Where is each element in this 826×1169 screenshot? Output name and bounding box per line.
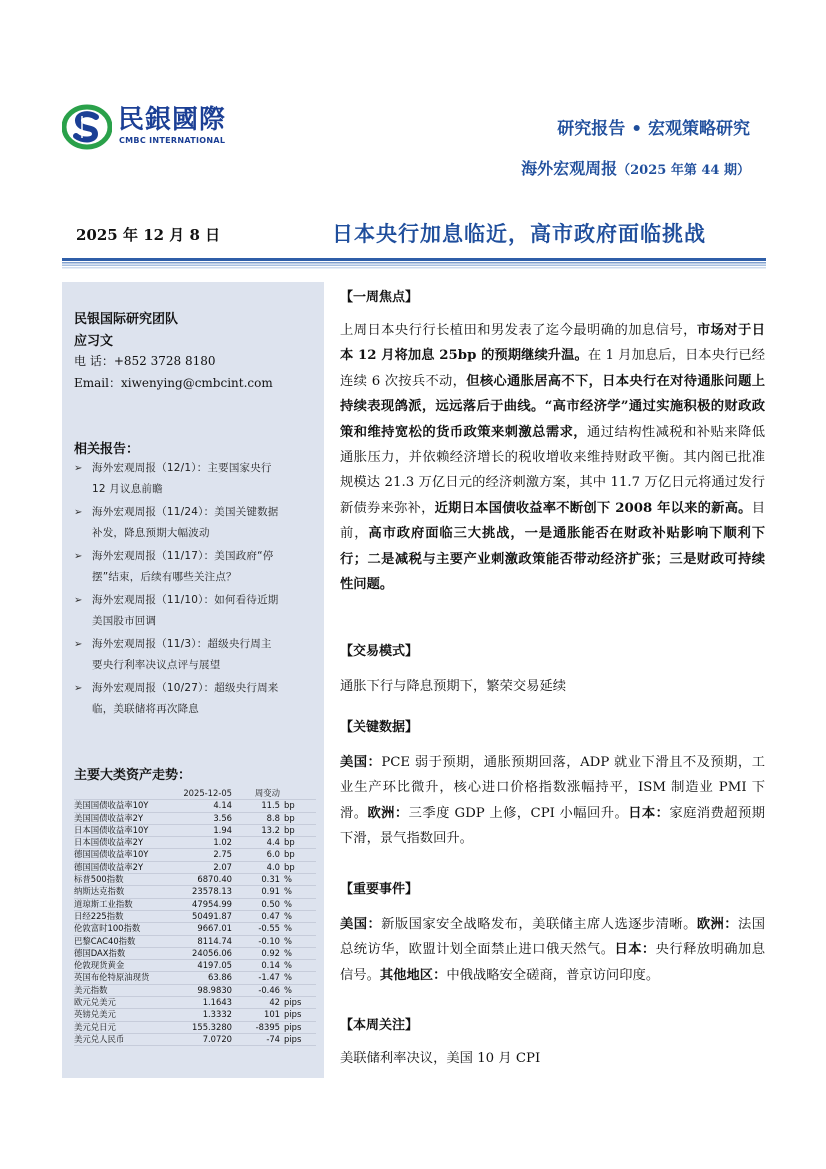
table-row [74,837,316,849]
table-row [74,874,316,886]
asset-header-name [74,788,182,800]
region-label: 美国： [340,755,382,770]
analyst-email[interactable]: Email：xiwenying@cmbcint.com [74,376,273,390]
asset-value: 1.3332 [182,1009,232,1021]
asset-change: 8.8 [232,812,280,824]
table-row [74,1021,316,1033]
asset-name: 日本国债收益率2Y [74,837,182,849]
asset-name: 美国国债收益率2Y [74,812,182,824]
asset-change: 4.0 [232,861,280,873]
asset-unit: % [280,910,316,922]
asset-change: 11.5 [232,800,280,812]
watch-paragraph: 美联储利率决议，美国 10 月 CPI [340,1051,541,1066]
related-report-line2: 临，美联储将再次降息 [92,703,199,715]
focus-text: 通过结构性减税和补贴来降低通胀压力，并依赖经济增长的税收增收来维持财政平衡。其内阁已批准规模达 21.3 万亿日元的经济刺激方案，其中 11.7 万亿日元将通过发行新债券来弥补， [340,424,766,516]
region-label: 美国： [340,917,382,932]
related-report-item[interactable] [74,678,314,720]
asset-unit: % [280,874,316,886]
logo-english-name: CMBC INTERNATIONAL [119,136,226,145]
series-name: 海外宏观周报 [521,159,618,178]
asset-header-date: 2025-12-05 [183,788,232,798]
asset-change: -0.55 [232,923,280,935]
focus-emphasis: “高市经济学”通过实施积极的财政政策和维持宽松的货币政策来刺激总需求， [340,399,766,440]
asset-table-header [74,788,316,800]
report-series [521,156,750,179]
asset-name: 巴黎CAC40指数 [74,935,182,947]
asset-unit: % [280,923,316,935]
analyst-phone: 电 话：+852 3728 8180 [74,354,216,368]
asset-change: 0.14 [232,960,280,972]
logo-mark-icon [62,104,112,150]
table-row [74,923,316,935]
table-row [74,984,316,996]
asset-change: -1.47 [232,972,280,984]
asset-name: 日经225指数 [74,910,182,922]
asset-name: 德国国债收益率10Y [74,849,182,861]
trade-paragraph: 通胀下行与降息预期下，繁荣交易延续 [340,679,567,694]
asset-value: 2.75 [182,849,232,861]
region-label: 其他地区： [379,967,447,983]
table-row [74,1009,316,1021]
data-heading: 【关键数据】 [340,720,419,735]
asset-change: -8395 [232,1021,280,1033]
related-report-item[interactable] [74,590,314,632]
asset-name: 欧元兑美元 [74,997,182,1009]
asset-unit: bp [280,861,316,873]
table-row [74,997,316,1009]
asset-unit: bp [280,837,316,849]
data-text: 三季度 GDP 上修，CPI 小幅回升。 [408,805,629,821]
asset-change: 0.50 [232,898,280,910]
related-report-line1: 海外宏观周报（11/17）：美国政府“停 [92,550,274,562]
asset-name: 伦敦富时100指数 [74,923,182,935]
asset-change: -74 [232,1033,280,1045]
table-row [74,947,316,959]
asset-name: 英镑兑美元 [74,1009,182,1021]
table-row [74,861,316,873]
table-row [74,824,316,836]
related-reports-heading: 相关报告： [74,442,140,457]
focus-emphasis: 但核心通胀居高不下，日本央行在对待通胀问题上持续表现鸽派，远远落后于曲线。 [340,373,765,415]
asset-header-change: 周变动 [254,788,280,798]
arrow-bullet-icon: ➢ [74,595,83,606]
asset-name: 伦敦现货黄金 [74,960,182,972]
asset-change: 42 [232,997,280,1009]
assets-heading: 主要大类资产走势： [74,768,192,783]
related-report-line2: 美国股市回调 [92,615,157,627]
asset-value: 1.02 [182,837,232,849]
asset-value: 6870.40 [182,874,232,886]
data-text: 家庭消费超预期下滑，景气指数回升。 [340,805,766,847]
region-label: 欧洲： [367,805,409,821]
arrow-bullet-icon: ➢ [74,463,83,474]
asset-unit: % [280,960,316,972]
asset-value: 3.56 [182,812,232,824]
related-report-line1: 海外宏观周报（11/24）：美国关键数据 [92,506,279,518]
region-label: 欧洲： [696,917,738,932]
arrow-bullet-icon: ➢ [74,683,83,694]
related-report-item[interactable] [74,458,314,500]
table-row [74,972,316,984]
report-date: 2025 年 12 月 8 日 [76,226,221,244]
watch-heading: 【本周关注】 [340,1018,419,1033]
asset-value: 7.0720 [182,1033,232,1045]
asset-unit: bp [280,812,316,824]
focus-emphasis: 市场对于日本 12 月将加息 25bp 的预期继续升温。 [340,323,766,364]
data-text: PCE 弱于预期，通胀预期回落，ADP 就业下滑且不及预期，工业生产环比微升，核心进口价格指数涨幅持平，ISM 制造业 PMI 下滑。 [340,755,765,821]
asset-change: 101 [232,1009,280,1021]
asset-name: 美元兑日元 [74,1021,182,1033]
asset-change: 6.0 [232,849,280,861]
asset-unit: % [280,935,316,947]
asset-unit: pips [280,1021,316,1033]
asset-change: 0.31 [232,874,280,886]
events-paragraph [340,912,765,988]
asset-name: 道琼斯工业指数 [74,898,182,910]
asset-unit: % [280,972,316,984]
asset-change: -0.46 [232,984,280,996]
asset-unit: pips [280,1009,316,1021]
asset-name: 美元兑人民币 [74,1033,182,1045]
arrow-bullet-icon: ➢ [74,639,83,650]
asset-unit: % [280,898,316,910]
asset-table-body [74,800,316,1046]
table-row [74,800,316,812]
focus-text: 目前， [340,500,765,542]
asset-value: 1.94 [182,824,232,836]
trade-heading: 【交易模式】 [340,644,419,659]
arrow-bullet-icon: ➢ [74,507,83,518]
asset-change: 0.92 [232,947,280,959]
asset-unit: % [280,947,316,959]
asset-unit: % [280,886,316,898]
header-divider [62,258,766,270]
asset-unit: bp [280,800,316,812]
related-report-item[interactable] [74,546,314,588]
asset-name: 德国国债收益率2Y [74,861,182,873]
data-paragraph [340,750,765,852]
asset-unit: bp [280,824,316,836]
asset-value: 155.3280 [182,1021,232,1033]
asset-value: 4.14 [182,800,232,812]
asset-value: 98.9830 [182,984,232,996]
asset-name: 德国DAX指数 [74,947,182,959]
asset-value: 2.07 [182,861,232,873]
related-report-line1: 海外宏观周报（11/3）：超级央行周主 [92,638,272,650]
focus-emphasis: 近期日本国债收益率不断创下 2008 年以来的新高。 [434,500,752,516]
events-text: 央行释放明确加息信号。 [340,942,766,983]
series-issue: （2025 年第 44 期） [617,163,750,178]
asset-change: -0.10 [232,935,280,947]
table-row [74,849,316,861]
table-row [74,935,316,947]
asset-name: 纳斯达克指数 [74,886,182,898]
asset-unit: pips [280,997,316,1009]
asset-value: 1.1643 [182,997,232,1009]
asset-name: 日本国债收益率10Y [74,824,182,836]
asset-value: 4197.05 [182,960,232,972]
events-text: 法国总统访华，欧盟计划全面禁止进口俄天然气。 [340,917,766,958]
table-row [74,960,316,972]
related-report-line2: 要央行利率决议点评与展望 [92,659,221,671]
logo-chinese-name: 民銀國際 [118,105,227,135]
related-report-line2: 12 月议息前瞻 [92,483,163,495]
asset-name: 英国布伦特原油现货 [74,972,182,984]
asset-value: 24056.06 [182,947,232,959]
brand-logo [62,104,252,150]
asset-name: 美国国债收益率10Y [74,800,182,812]
report-type: 研究报告 • 宏观策略研究 [557,119,750,139]
asset-name: 标普500指数 [74,874,182,886]
asset-unit: bp [280,849,316,861]
table-row [74,910,316,922]
related-report-line2: 补发，降息预期大幅波动 [92,527,210,539]
region-label: 日本： [614,942,656,958]
asset-value: 8114.74 [182,935,232,947]
team-name: 民银国际研究团队 [74,312,179,327]
related-report-line1: 海外宏观周报（10/27）：超级央行周来 [92,682,279,694]
focus-text: 上周日本央行行长植田和男发表了迄今最明确的加息信号， [340,323,697,338]
asset-name: 美元指数 [74,984,182,996]
focus-text: 在 1 月加息后，日本央行已经连续 6 次按兵不动， [340,348,765,389]
asset-value: 63.86 [182,972,232,984]
related-report-item[interactable] [74,502,314,544]
asset-unit: pips [280,1033,316,1045]
asset-unit: % [280,984,316,996]
asset-table [74,788,316,1046]
table-row [74,886,316,898]
asset-value: 23578.13 [182,886,232,898]
related-report-line1: 海外宏观周报（12/1）：主要国家央行 [92,462,272,474]
page-title: 日本央行加息临近，高市政府面临挑战 [332,221,706,246]
focus-emphasis: 高市政府面临三大挑战，一是通胀能否在财政补贴影响下顺利下行；二是减税与主要产业刺激政策能否带动经济扩张；三是财政可持续性问题。 [340,526,766,593]
table-row [74,898,316,910]
focus-paragraph [340,318,765,597]
asset-value: 9667.01 [182,923,232,935]
events-text: 中俄战略安全磋商，普京访问印度。 [446,967,660,983]
arrow-bullet-icon: ➢ [74,551,83,562]
region-label: 日本： [628,805,670,821]
events-text: 新版国家安全战略发布，美联储主席人选逐步清晰。 [381,917,697,932]
related-report-item[interactable] [74,634,314,676]
related-report-line2: 摆”结束，后续有哪些关注点？ [92,571,237,583]
asset-value: 47954.99 [182,898,232,910]
asset-change: 0.91 [232,886,280,898]
asset-header-unit [280,788,316,800]
table-row [74,1033,316,1045]
sidebar-panel [62,282,324,1078]
asset-change: 0.47 [232,910,280,922]
asset-change: 4.4 [232,837,280,849]
asset-change: 13.2 [232,824,280,836]
analyst-name: 应习文 [74,334,114,349]
related-report-line1: 海外宏观周报（11/10）：如何看待近期 [92,594,279,606]
asset-value: 50491.87 [182,910,232,922]
table-row [74,812,316,824]
events-heading: 【重要事件】 [340,882,419,897]
focus-heading: 【一周焦点】 [340,290,419,305]
